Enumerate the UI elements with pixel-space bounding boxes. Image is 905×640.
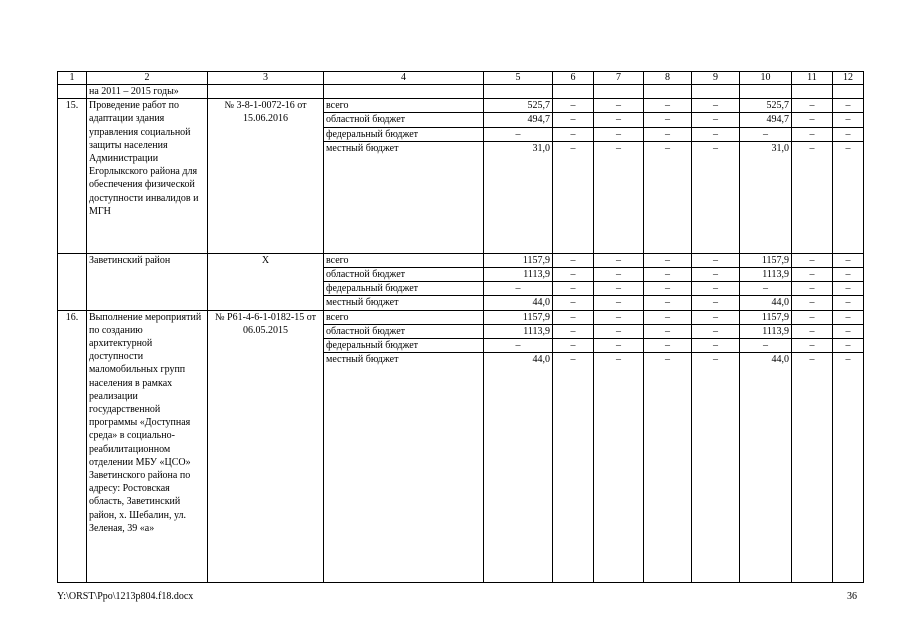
col-number: 9 bbox=[692, 72, 740, 85]
table-row: областной бюджет 1113,9 – – – – 1113,9 – – bbox=[58, 324, 864, 338]
table-row: областной бюджет 1113,9 – – – – 1113,9 – – bbox=[58, 268, 864, 282]
table-row: федеральный бюджет – – – – – – – – bbox=[58, 282, 864, 296]
amount-total: – bbox=[484, 282, 553, 296]
amount-total: 44,0 bbox=[484, 353, 553, 583]
table-row: местный бюджет 44,0 – – – – 44,0 – – bbox=[58, 296, 864, 310]
continuation-row bbox=[58, 85, 864, 99]
col-number: 1 bbox=[58, 72, 87, 85]
col-number: 2 bbox=[87, 72, 208, 85]
table-row: федеральный бюджет – – – – – – – – bbox=[58, 127, 864, 141]
col-number: 6 bbox=[553, 72, 594, 85]
activity-name: Выполнение мероприятий по созданию архитектурной доступности маломобильных групп населения в рамках реализации государственной программы «Доступная среда» в социально-реабилитационном отделении МБУ «ЦСО» Заветинского района по адресу: Ростовская область, Заветинский район, х. Шебалин, ул. Зеленая, 39 «а» bbox=[87, 310, 208, 583]
document-reference: Х bbox=[208, 253, 324, 310]
col-number: 5 bbox=[484, 72, 553, 85]
amount-total: 1157,9 bbox=[484, 310, 553, 324]
financing-table bbox=[57, 71, 864, 583]
amount-year: 44,0 bbox=[740, 353, 792, 583]
funding-source: местный бюджет bbox=[324, 353, 484, 583]
amount-year: – bbox=[740, 339, 792, 353]
funding-source: федеральный бюджет bbox=[324, 339, 484, 353]
document-reference: № 3-8-1-0072-16 от 15.06.2016 bbox=[208, 99, 324, 254]
amount-year: 1157,9 bbox=[740, 253, 792, 267]
amount-year: 44,0 bbox=[740, 296, 792, 310]
amount-year: 1157,9 bbox=[740, 310, 792, 324]
continuation-text: на 2011 – 2015 годы» bbox=[87, 85, 208, 99]
funding-source: всего bbox=[324, 310, 484, 324]
table-row: областной бюджет 494,7 – – – – 494,7 – – bbox=[58, 113, 864, 127]
table-row: местный бюджет 44,0 – – – – 44,0 – – bbox=[58, 353, 864, 583]
table-row: Заветинский район Х всего 1157,9 – – – – 1157,9 – – bbox=[58, 253, 864, 267]
amount-year: 31,0 bbox=[740, 141, 792, 253]
amount-year: 525,7 bbox=[740, 99, 792, 113]
district-name: Заветинский район bbox=[87, 253, 208, 310]
table-row: 16. Выполнение мероприятий по созданию архитектурной доступности маломобильных групп населения в рамках реализации государственной программы «Доступная среда» в социально-реабилитационном отделении МБУ «ЦСО» Заветинского района по адресу: Ростовская область, Заветинский район, х. Шебалин, ул. Зеленая, 39 «а» № Р61-4-6-1-0182-15 от 06.05.2015 всего 1157,9 – – – – 1157,9 – – bbox=[58, 310, 864, 324]
col-number: 7 bbox=[594, 72, 644, 85]
document-reference: № Р61-4-6-1-0182-15 от 06.05.2015 bbox=[208, 310, 324, 583]
column-numbers-row bbox=[58, 72, 864, 85]
funding-source: всего bbox=[324, 99, 484, 113]
amount-total: 1113,9 bbox=[484, 268, 553, 282]
col-number: 8 bbox=[644, 72, 692, 85]
amount-total: 494,7 bbox=[484, 113, 553, 127]
page-number: 36 bbox=[847, 591, 857, 602]
table-row: местный бюджет 31,0 – – – – 31,0 – – bbox=[58, 141, 864, 253]
col-number: 3 bbox=[208, 72, 324, 85]
amount-total: 31,0 bbox=[484, 141, 553, 253]
amount-year: 1113,9 bbox=[740, 268, 792, 282]
funding-source: федеральный бюджет bbox=[324, 127, 484, 141]
funding-source: областной бюджет bbox=[324, 268, 484, 282]
funding-source: всего bbox=[324, 253, 484, 267]
amount-year: 1113,9 bbox=[740, 324, 792, 338]
amount-year: – bbox=[740, 127, 792, 141]
funding-source: областной бюджет bbox=[324, 324, 484, 338]
amount-total: – bbox=[484, 339, 553, 353]
funding-source: местный бюджет bbox=[324, 141, 484, 253]
col-number: 12 bbox=[833, 72, 864, 85]
col-number: 4 bbox=[324, 72, 484, 85]
row-number: 15. bbox=[58, 99, 87, 254]
funding-source: федеральный бюджет bbox=[324, 282, 484, 296]
col-number: 10 bbox=[740, 72, 792, 85]
footer-file-path: Y:\ORST\Ppo\1213p804.f18.docx bbox=[57, 591, 194, 602]
funding-source: местный бюджет bbox=[324, 296, 484, 310]
funding-source: областной бюджет bbox=[324, 113, 484, 127]
table-row: федеральный бюджет – – – – – – – – bbox=[58, 339, 864, 353]
amount-total: – bbox=[484, 127, 553, 141]
activity-name: Проведение работ по адаптации здания управления социальной защиты населения Администрации Егорлыкского района для обеспечения физической доступности инвалидов и МГН bbox=[87, 99, 208, 254]
amount-total: 1157,9 bbox=[484, 253, 553, 267]
amount-total: 1113,9 bbox=[484, 324, 553, 338]
amount-year: – bbox=[740, 282, 792, 296]
row-number: 16. bbox=[58, 310, 87, 583]
amount-total: 525,7 bbox=[484, 99, 553, 113]
table-row: 15. Проведение работ по адаптации здания управления социальной защиты населения Администрации Егорлыкского района для обеспечения физической доступности инвалидов и МГН № 3-8-1-0072-16 от 15.06.2016 всего 525,7 – – – – 525,7 – – bbox=[58, 99, 864, 113]
col-number: 11 bbox=[792, 72, 833, 85]
amount-total: 44,0 bbox=[484, 296, 553, 310]
amount-year: 494,7 bbox=[740, 113, 792, 127]
